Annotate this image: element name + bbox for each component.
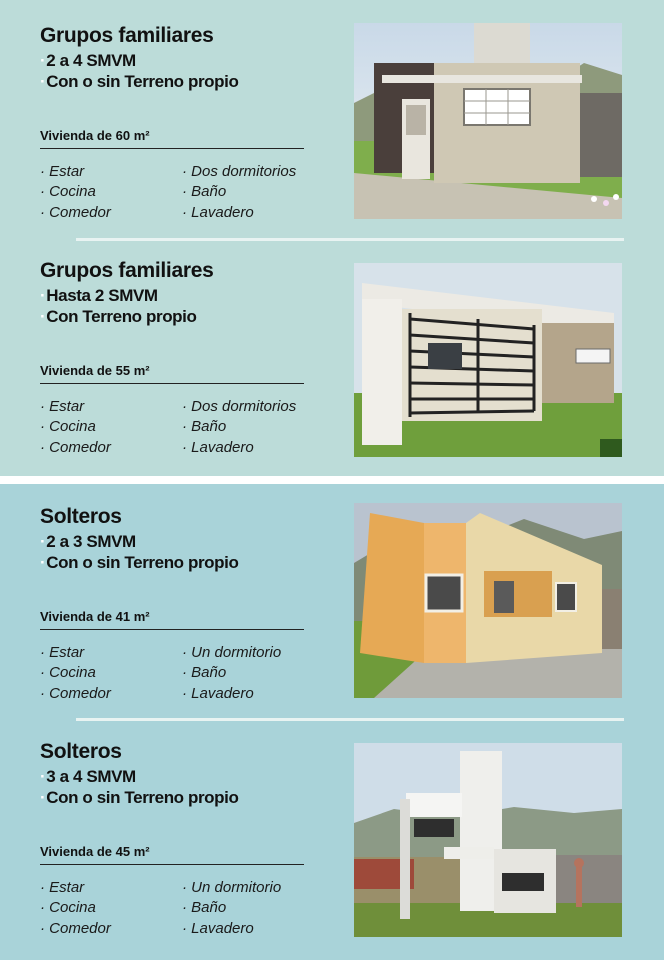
room-item: · Estar xyxy=(40,644,85,661)
room-item: · Dos dormitorios xyxy=(182,398,297,415)
panel-separator xyxy=(0,476,664,484)
room-item: · Baño xyxy=(182,664,227,681)
room-item: · Cocina xyxy=(40,418,96,435)
section-title: Grupos familiares xyxy=(40,24,214,47)
bullet-marker: · xyxy=(40,72,46,91)
house-render-60 xyxy=(354,23,622,219)
house-render-41 xyxy=(354,503,622,698)
bullet-marker: · xyxy=(40,532,46,551)
bullet-item: ·2 a 4 SMVM xyxy=(40,51,136,70)
income-bullets xyxy=(40,50,340,92)
room-item: · Baño xyxy=(182,899,227,916)
bullet-marker: · xyxy=(40,788,46,807)
bullet-item: ·Con o sin Terreno propio xyxy=(40,788,239,807)
room-item: · Comedor xyxy=(40,685,111,702)
housing-section-1 xyxy=(40,24,340,234)
section-title: Grupos familiares xyxy=(40,259,214,282)
housing-section-4 xyxy=(40,740,340,950)
dwelling-size: Vivienda de 41 m² xyxy=(40,609,304,630)
bullet-item: ·Con Terreno propio xyxy=(40,307,197,326)
room-item: · Cocina xyxy=(40,899,96,916)
room-item: · Lavadero xyxy=(182,204,254,221)
bullet-item: ·Con o sin Terreno propio xyxy=(40,553,239,572)
section-title: Solteros xyxy=(40,740,122,763)
dwelling-size: Vivienda de 55 m² xyxy=(40,363,304,384)
section-divider xyxy=(76,718,624,721)
room-item: · Lavadero xyxy=(182,439,254,456)
room-item: · Un dormitorio xyxy=(182,879,282,896)
room-item: · Comedor xyxy=(40,439,111,456)
room-item: · Estar xyxy=(40,879,85,896)
bullet-marker: · xyxy=(40,286,46,305)
room-item: · Comedor xyxy=(40,204,111,221)
housing-section-3 xyxy=(40,505,340,715)
bullet-item: ·3 a 4 SMVM xyxy=(40,767,136,786)
income-bullets xyxy=(40,285,340,327)
room-item: · Estar xyxy=(40,163,85,180)
bullet-item: ·2 a 3 SMVM xyxy=(40,532,136,551)
room-item: · Lavadero xyxy=(182,920,254,937)
room-item: · Cocina xyxy=(40,664,96,681)
room-item: · Cocina xyxy=(40,183,96,200)
room-item: · Baño xyxy=(182,418,227,435)
room-item: · Un dormitorio xyxy=(182,644,282,661)
room-item: · Estar xyxy=(40,398,85,415)
house-render-45 xyxy=(354,743,622,937)
dwelling-size: Vivienda de 60 m² xyxy=(40,128,304,149)
room-item: · Dos dormitorios xyxy=(182,163,297,180)
room-item: · Comedor xyxy=(40,920,111,937)
income-bullets xyxy=(40,766,340,808)
bullet-marker: · xyxy=(40,767,46,786)
income-bullets xyxy=(40,531,340,573)
bullet-item: ·Con o sin Terreno propio xyxy=(40,72,239,91)
dwelling-size: Vivienda de 45 m² xyxy=(40,844,304,865)
section-title: Solteros xyxy=(40,505,122,528)
bullet-marker: · xyxy=(40,51,46,70)
bullet-item: ·Hasta 2 SMVM xyxy=(40,286,158,305)
bullet-marker: · xyxy=(40,307,46,326)
housing-section-2 xyxy=(40,259,340,469)
room-item: · Lavadero xyxy=(182,685,254,702)
section-divider xyxy=(76,238,624,241)
house-render-55 xyxy=(354,263,622,457)
room-item: · Baño xyxy=(182,183,227,200)
bullet-marker: · xyxy=(40,553,46,572)
